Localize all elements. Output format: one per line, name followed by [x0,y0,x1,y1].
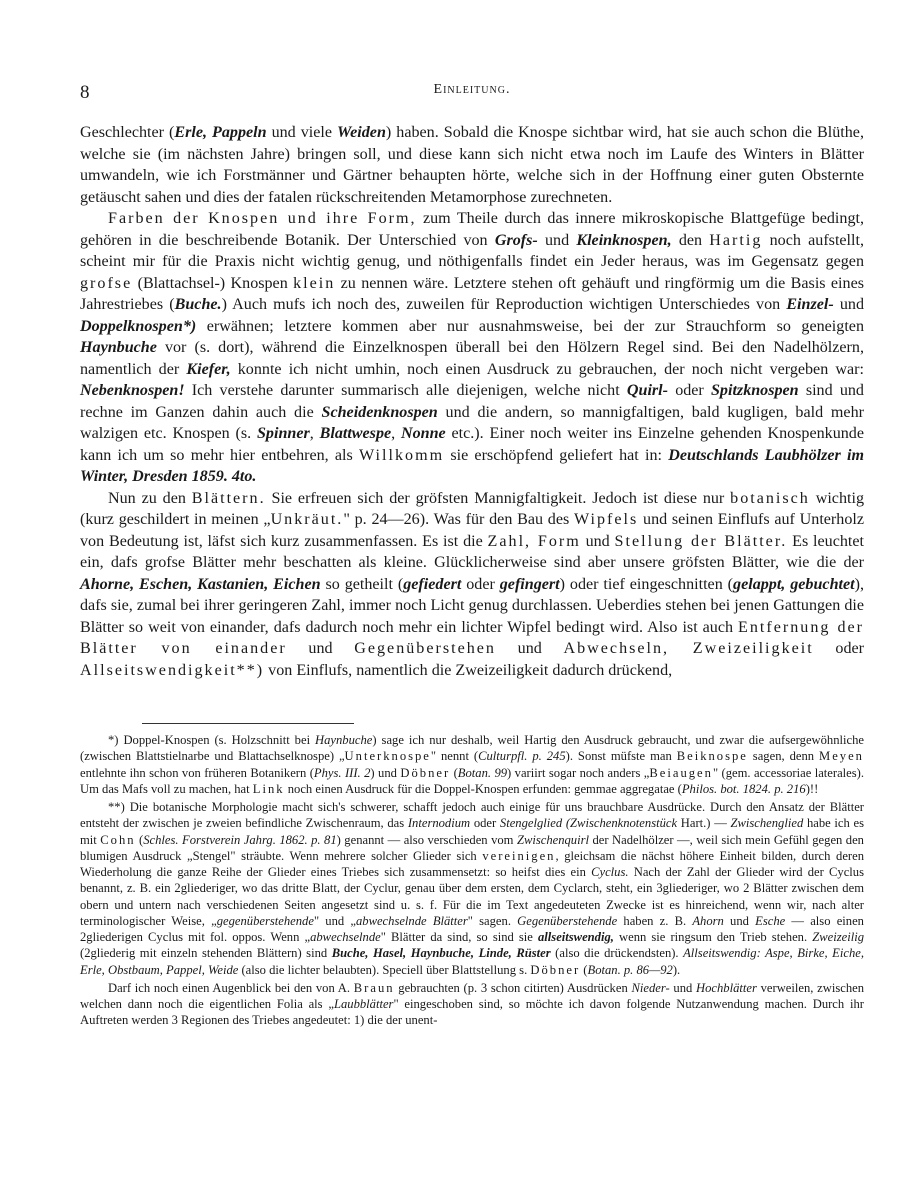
spaced-term: Unterknospe [344,749,431,764]
spaced-term: Farben der Knospen und ihre Form, [108,210,417,227]
emphasis: Culturpfl. p. 245 [478,749,566,764]
text: und [833,296,864,313]
footnote-2 [80,799,864,978]
footnote-3 [80,980,864,1029]
spaced-term: Cohn [100,832,136,847]
emphasis: Haynbuche [80,339,157,356]
spaced-term: botanisch [730,489,810,507]
text: haben z. B. [617,913,693,928]
spaced-term: Meyen [819,749,864,764]
text: noch einen Ausdruck für die Doppel-Knospen erfunden: gemmae aggregatae ( [284,781,682,796]
emphasis: Spinner [256,425,310,442]
text: der Nadelhölzer —, weil sich mein Gefühl gegen den blumigen Ausdruck „Stengel" sträubte. Wenn mehrere solcher Glieder sich [80,832,864,863]
text: so getheilt ( [320,575,404,593]
emphasis: Cyclus. [591,865,629,879]
emphasis: abwechselnde [310,930,381,944]
spaced-term: Abwechseln, Zweizeiligkeit [563,640,814,657]
text: ) haben. Sobald die Knospe sichtbar wird, hat sie auch schon die Blüthe, welche sie (im nächsten Jahre) bringen soll, und diese kann sich nicht etwa noch im Laufe des Winters in Blätter umwandeln, wie ich Forstmänner und Gärtner behaupten hörte, welche sich in der Hoffnung einer guten Obsternte getäuscht sahen und dies der fatalen rückschreitenden Metamorphose zurechneten. [80,124,864,206]
text: ) genannt — also verschieden vom [336,832,517,847]
spaced-term: Unkräut. [270,511,344,528]
text: entlehnte ihn schon von früheren Botanikern ( [80,765,314,780]
emphasis: Laubblätter [333,997,394,1011]
emphasis: Allseitswendig: Aspe, Birke, Eiche, Erle, Obstbaum, Pappel, Weide [80,946,864,977]
text: habe ich es mit [80,816,864,847]
emphasis: Erle, Pappeln [174,124,267,141]
emphasis: Weiden [337,124,386,141]
text: noch aufstellt, scheint mir für die Praxis nicht wichtig genug, und nöthigenfalls findet ein Jeder heraus, was im Gegensatz gegen [80,231,864,270]
emphasis: Nonne [400,425,446,442]
text: oder [813,640,865,657]
emphasis: Grofs- [494,231,538,249]
spaced-term: vereinigen [482,848,556,863]
emphasis: Scheidenknospen [321,403,438,421]
main-text [80,122,864,681]
spaced-term: Blättern. [191,489,266,507]
text: den [671,231,710,249]
text: , gleichsam die nächst höhere Einheit bilden, durch deren Wiederholung die ganze Reihe der Glieder eines Triebes sich zusammensetzt: so heifst dies ein [80,848,865,879]
text: und die andern, so mannigfaltigen, bald kugligen, bald mehr walzigen etc. Knospen (s. [80,403,864,442]
text: Hart.) — [677,816,731,831]
text: Geschlechter ( [80,124,175,141]
text: ) Auch mufs ich noch des, zuweilen für Reproduction wichtigen Unterschiedes von [221,296,787,313]
emphasis: Phys. III. 2 [313,765,371,780]
emphasis: Zweizeilig [812,930,864,944]
emphasis: Zwischenquirl [516,832,590,847]
text: (also die lichter belaubten). Speciell über Blattstellung s. [238,962,531,977]
text: konnte ich nicht umhin, noch einen Ausdruck zu gebrauchen, der noch nicht vergeben war: [230,360,864,378]
emphasis: Zwischenglied [730,816,804,831]
emphasis: Buche, Hasel, Haynbuche, Linde, Rüster [331,946,551,961]
text: ) sage ich nur deshalb, weil Hartig den Ausdruck gebraucht, und zwar die aufsergewöhnliche (zwischen Blattstielnarbe und Blattachselknospe) „ [80,733,864,764]
footnote-rule [142,723,354,724]
emphasis: Einzel- [786,296,834,313]
emphasis: gelappt, gebuchtet [733,575,855,593]
text: verweilen, zwischen welchen dann noch die eigentlichen Folia als „ [80,980,865,1011]
text: wenn sie ringsum den Trieb stehen. [613,930,813,944]
text: und viele [266,124,338,141]
spaced-term: Entfernung der Blätter von einander [80,618,864,657]
emphasis: Philos. bot. 1824. p. 216 [681,781,806,796]
emphasis: Hochblätter [696,980,757,995]
text: Ich verstehe darunter summarisch alle diejenigen, welche nicht [184,382,627,399]
text: sie erschöpfend geliefert hat in: [444,446,669,464]
text: ), dafs sie, zumal bei ihrer geringeren Zahl, immer noch Licht genug durchlassen. Ueberdies stehen bei jenen Gattungen die Blätter so weit von einander, dafs dadurch noch mehr ein lichter Wipfel bedingt wird. Also ist auch [80,575,864,636]
text: ) oder tief eingeschnitten ( [559,575,734,593]
emphasis: Nieder- [631,980,670,995]
text: und seinen Einflufs auf Unterholz von Bedeutung ist, läfst sich kurz zusammenfassen. Es ist die [80,511,864,550]
paragraph-1 [80,122,864,208]
text: ) und [370,765,401,780]
text: ). [672,962,681,977]
emphasis: Blattwespe [319,425,392,442]
emphasis: Deutschlands Laubhölzer im Winter, Dresden 1859. 4to. [80,446,864,485]
text: zum Theile durch das innere mikroskopische Blattgefüge bedingt, gehören in die beschreibende Botanik. Der Unterschied von [80,210,864,249]
spaced-term: grofse [80,274,133,292]
text: " (gem. accessoriae laterales). Um das Mafs voll zu machen, hat [80,765,865,796]
spaced-term: Beiaugen [649,765,713,780]
text: von Einflufs, namentlich die Zweizeiligkeit dadurch drückend, [264,661,673,679]
text: und [286,640,355,657]
emphasis: Spitzknospen [710,382,799,399]
emphasis: allseitswendig, [538,930,614,944]
text: ( [135,832,144,847]
text: " nennt ( [430,749,479,764]
emphasis: gefiedert [403,575,462,593]
text: Darf ich noch einen Augenblick bei den von A. [108,980,354,995]
text: wichtig (kurz geschildert in meinen „ [80,489,864,528]
spaced-term: Stellung der Blätter. [614,532,788,550]
text: (Blattachsel-) Knospen [132,274,294,292]
text: erwähnen; letztere kommen aber nur ausnahmsweise, bei der zur Strauchform so geneigten [196,317,864,335]
page-number: 8 [80,82,90,103]
spaced-term: Hartig [709,231,763,249]
text: " p. 24—26). Was für den Bau des [343,511,574,528]
text: und [537,231,577,249]
spaced-term: Zahl, Form [487,532,581,550]
text: etc.). Einer noch weiter ins Einzelne gehenden Knospenkunde kann ich um so mehr hier entbehren, als [80,425,865,464]
spaced-term: Döbner [400,765,451,780]
text: oder [470,816,500,831]
text: *) Doppel-Knospen (s. Holzschnitt bei [108,733,316,747]
paragraph-3 [80,488,864,682]
spaced-term: Allseitswendigkeit**) [80,661,265,679]
text: " sagen. [467,913,518,928]
emphasis: Nebenknospen! [80,382,185,399]
text: ) variirt sogar noch anders „ [507,765,650,780]
spaced-term: Braun [353,980,395,995]
text: ). Sonst müfste man [565,749,677,764]
emphasis: Ahorn [692,913,724,928]
text: und [669,980,697,995]
text: (2gliederig mit einzeln stehenden Blättern) sind [80,946,332,961]
text: sind und rechne im Ganzen dahin auch die [80,382,864,421]
emphasis: Schles. Forstverein Jahrg. 1862. p. 81 [143,832,337,847]
text: , [309,425,320,442]
text: " und „ [313,913,356,928]
emphasis: Doppelknospen*) [80,317,197,335]
emphasis: Gegenüberstehende [517,913,618,928]
emphasis: Quirl- [626,382,669,399]
emphasis: Haynbuche [315,733,373,747]
paragraph-2 [80,208,864,488]
text: ( [580,962,588,977]
page-header [80,78,864,108]
emphasis: gegenüberstehende [216,913,314,928]
spaced-term: Wipfels [573,511,639,528]
text: vor (s. dort), während die Einzelknospen überall bei den Hölzern Regel sind. Bei den Nadelhölzern, namentlich der [80,339,864,378]
text: oder [668,382,711,399]
spaced-term: klein [293,274,336,292]
text: zu nennen wäre. Letztere stehen oft gehäuft und ringförmig um die Basis eines Jahrestriebes ( [80,274,864,313]
text: und [495,640,564,657]
text: Es leuchtet ein, dafs grofse Blätter mehr beschatten als kleine. Glücklicherweise sind aber unsere gröfsten Blätter, wie die der [80,532,864,571]
running-head: Einleitung. [433,82,511,97]
text: Sie erfreuen sich der gröfsten Mannigfaltigkeit. Jedoch ist diese nur [265,489,731,507]
text: gebrauchten (p. 3 schon citirten) Ausdrücken [394,980,632,995]
text: sagen, denn [747,749,819,764]
emphasis: Botan. p. 86—92 [587,962,673,977]
emphasis: Stengelglied (Zwischenknotenstück [499,816,678,831]
emphasis: Kiefer, [186,360,231,378]
text: , [391,425,401,442]
text: )!! [805,781,819,796]
text: Nach der Zahl der Glieder wird der Cyclus benannt, z. B. ein 2gliederiger, wo das dritte Blatt, der Cyclur, genau über dem ersten, dem Cyclarch, steht, ein 3gliederiger, wo 2 Blätter zwischen dem obern und untern nach verschiedenen Seiten angesetzt sind u. s. f. Für die im Text angedeuteten Zwecke ist es hinreichend, wenn wir, nach alter terminologischer Weise, „ [80,865,864,928]
text: **) Die botanische Morphologie macht sich's schwerer, schafft jedoch auch einige für uns brauchbare Ausdrücke. Durch den Ansatz der Blätter entsteht der zwischen je zweien befindliche Zwischenraum, das [80,800,864,831]
spaced-term: Beiknospe [676,749,748,764]
emphasis: Ahorne, Eschen, Kastanien, Eichen [80,575,321,593]
spaced-term: Link [252,781,285,796]
emphasis: Buche. [174,296,222,313]
footnote-1 [80,732,864,797]
text: (also die drückendsten). [550,946,684,961]
spaced-term: Döbner [530,962,581,977]
emphasis: Internodium [407,816,471,831]
emphasis: Botan. 99 [457,765,508,780]
text: und [723,913,756,928]
text: ( [450,765,458,780]
emphasis: abwechselnde Blätter [355,913,468,928]
book-page [80,78,864,1029]
text: " Blätter da sind, so sind sie [380,930,538,944]
footnotes [80,732,864,1029]
text: — also einen 2gliederigen Cyclus mit fol. oppos. Wenn „ [80,913,864,944]
spaced-term: Gegenüberstehen [354,640,496,657]
text: oder [461,575,500,593]
text: " eingeschoben sind, so möchte ich davon folgende Nutzanwendung machen. Durch ihr Auftreten werden 3 Regionen des Triebes angedeutet: 1) die der unent- [80,997,864,1028]
spaced-term: Willkomm [359,446,445,464]
emphasis: gefingert [499,575,560,593]
text: Nun zu den [108,489,192,507]
emphasis: Kleinknospen, [576,231,672,249]
text: und [580,532,615,550]
emphasis: Esche [755,913,786,928]
